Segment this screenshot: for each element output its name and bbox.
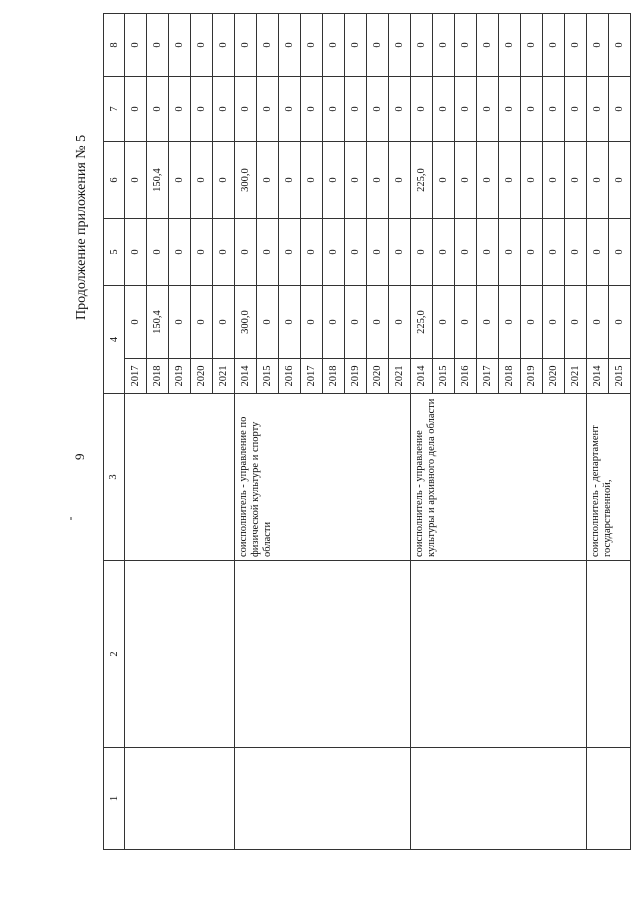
value-cell: 0 xyxy=(301,286,323,359)
value-cell: 0 xyxy=(609,77,631,142)
value-cell: 0 xyxy=(499,77,521,142)
year-cell: 2017 xyxy=(477,359,499,394)
value-cell: 0 xyxy=(279,77,301,142)
value-cell: 0 xyxy=(543,77,565,142)
value-cell: 0 xyxy=(587,286,609,359)
value-cell: 0 xyxy=(125,286,147,359)
value-cell: 0 xyxy=(521,286,543,359)
year-cell: 2014 xyxy=(587,359,609,394)
value-cell: 0 xyxy=(301,14,323,77)
column-number: 6 xyxy=(104,142,125,219)
table-row xyxy=(235,14,257,850)
value-cell: 0 xyxy=(279,219,301,286)
value-cell: 0 xyxy=(279,286,301,359)
blank-cell xyxy=(125,561,235,748)
value-cell: 0 xyxy=(169,219,191,286)
blank-cell xyxy=(587,748,631,850)
column-number-row xyxy=(104,14,125,850)
value-cell: 300,0 xyxy=(235,286,257,359)
year-cell: 2018 xyxy=(147,359,169,394)
year-cell: 2020 xyxy=(191,359,213,394)
rotated-content xyxy=(20,0,625,860)
value-cell: 0 xyxy=(169,77,191,142)
value-cell: 0 xyxy=(609,219,631,286)
value-cell: 0 xyxy=(235,77,257,142)
value-cell: 0 xyxy=(213,286,235,359)
year-cell: 2016 xyxy=(279,359,301,394)
value-cell: 0 xyxy=(455,219,477,286)
value-cell: 300,0 xyxy=(235,142,257,219)
value-cell: 0 xyxy=(477,14,499,77)
year-cell: 2014 xyxy=(235,359,257,394)
value-cell: 0 xyxy=(455,14,477,77)
year-cell: 2014 xyxy=(411,359,433,394)
value-cell: 0 xyxy=(411,219,433,286)
value-cell: 0 xyxy=(587,14,609,77)
value-cell: 0 xyxy=(169,286,191,359)
value-cell: 0 xyxy=(543,219,565,286)
value-cell: 0 xyxy=(323,219,345,286)
value-cell: 0 xyxy=(521,219,543,286)
value-cell: 0 xyxy=(367,286,389,359)
executor-cell: соисполнитель - департамент государственной, xyxy=(587,394,631,561)
value-cell: 0 xyxy=(521,142,543,219)
column-number: 4 xyxy=(104,286,125,394)
value-cell: 0 xyxy=(301,142,323,219)
funding-table xyxy=(103,13,631,850)
value-cell: 0 xyxy=(213,142,235,219)
value-cell: 0 xyxy=(279,14,301,77)
value-cell: 0 xyxy=(543,14,565,77)
value-cell: 0 xyxy=(455,286,477,359)
executor-cell: соисполнитель - управление культуры и архивного дела области xyxy=(411,394,587,561)
blank-cell xyxy=(411,561,587,748)
column-number: 1 xyxy=(104,748,125,850)
value-cell: 0 xyxy=(125,219,147,286)
value-cell: 0 xyxy=(213,77,235,142)
value-cell: 0 xyxy=(499,219,521,286)
value-cell: 0 xyxy=(455,77,477,142)
value-cell: 0 xyxy=(235,14,257,77)
value-cell: 0 xyxy=(191,14,213,77)
value-cell: 0 xyxy=(257,142,279,219)
value-cell: 0 xyxy=(191,219,213,286)
blank-cell xyxy=(411,748,587,850)
column-number: 2 xyxy=(104,561,125,748)
value-cell: 0 xyxy=(125,77,147,142)
column-number: 8 xyxy=(104,14,125,77)
blank-cell xyxy=(235,561,411,748)
page-number: 9 xyxy=(72,453,87,460)
value-cell: 0 xyxy=(565,286,587,359)
blank-cell xyxy=(125,748,235,850)
value-cell: 0 xyxy=(169,14,191,77)
value-cell: 0 xyxy=(433,219,455,286)
value-cell: 0 xyxy=(389,142,411,219)
table-row xyxy=(411,14,433,850)
value-cell: 0 xyxy=(477,219,499,286)
year-cell: 2021 xyxy=(389,359,411,394)
value-cell: 0 xyxy=(323,14,345,77)
value-cell: 0 xyxy=(433,14,455,77)
year-cell: 2016 xyxy=(455,359,477,394)
value-cell: 0 xyxy=(411,14,433,77)
value-cell: 0 xyxy=(477,77,499,142)
value-cell: 0 xyxy=(213,14,235,77)
value-cell: 0 xyxy=(323,77,345,142)
value-cell: 0 xyxy=(389,219,411,286)
year-cell: 2019 xyxy=(521,359,543,394)
value-cell: 0 xyxy=(543,286,565,359)
value-cell: 0 xyxy=(257,14,279,77)
appendix-heading: Продолжение приложения № 5 xyxy=(74,134,89,320)
year-cell: 2020 xyxy=(543,359,565,394)
year-cell: 2017 xyxy=(125,359,147,394)
value-cell: 0 xyxy=(235,219,257,286)
value-cell: 0 xyxy=(609,14,631,77)
value-cell: 0 xyxy=(345,14,367,77)
column-number: 5 xyxy=(104,219,125,286)
value-cell: 0 xyxy=(323,142,345,219)
value-cell: 225,0 xyxy=(411,286,433,359)
value-cell: 0 xyxy=(477,286,499,359)
value-cell: 0 xyxy=(521,14,543,77)
value-cell: 0 xyxy=(279,142,301,219)
executor-cell: соисполнитель - управление по физической культуре и спорту области xyxy=(235,394,411,561)
value-cell: 0 xyxy=(587,142,609,219)
value-cell: 0 xyxy=(213,219,235,286)
value-cell: 0 xyxy=(499,286,521,359)
year-cell: 2021 xyxy=(213,359,235,394)
value-cell: 0 xyxy=(169,142,191,219)
year-cell: 2018 xyxy=(499,359,521,394)
value-cell: 0 xyxy=(191,142,213,219)
value-cell: 0 xyxy=(565,219,587,286)
value-cell: 0 xyxy=(147,219,169,286)
year-cell: 2021 xyxy=(565,359,587,394)
column-number: 3 xyxy=(104,394,125,561)
year-cell: 2019 xyxy=(169,359,191,394)
value-cell: 225,0 xyxy=(411,142,433,219)
value-cell: 0 xyxy=(543,142,565,219)
value-cell: 0 xyxy=(587,219,609,286)
value-cell: 0 xyxy=(433,77,455,142)
value-cell: 0 xyxy=(367,142,389,219)
value-cell: 0 xyxy=(301,219,323,286)
value-cell: 0 xyxy=(521,77,543,142)
value-cell: 0 xyxy=(367,14,389,77)
value-cell: 0 xyxy=(609,286,631,359)
year-cell: 2015 xyxy=(609,359,631,394)
year-cell: 2018 xyxy=(323,359,345,394)
value-cell: 150,4 xyxy=(147,142,169,219)
value-cell: 0 xyxy=(433,142,455,219)
value-cell: 0 xyxy=(499,14,521,77)
year-cell: 2017 xyxy=(301,359,323,394)
value-cell: 0 xyxy=(323,286,345,359)
value-cell: 0 xyxy=(147,77,169,142)
value-cell: 0 xyxy=(125,14,147,77)
value-cell: 0 xyxy=(191,286,213,359)
value-cell: 0 xyxy=(345,219,367,286)
value-cell: 0 xyxy=(345,286,367,359)
year-cell: 2015 xyxy=(257,359,279,394)
value-cell: 0 xyxy=(257,286,279,359)
table-row xyxy=(587,14,609,850)
value-cell: 0 xyxy=(191,77,213,142)
value-cell: 0 xyxy=(257,219,279,286)
blank-cell xyxy=(125,394,235,561)
value-cell: 0 xyxy=(389,14,411,77)
column-number: 7 xyxy=(104,77,125,142)
value-cell: 0 xyxy=(345,77,367,142)
value-cell: 0 xyxy=(411,77,433,142)
value-cell: 0 xyxy=(147,14,169,77)
value-cell: 0 xyxy=(301,77,323,142)
year-cell: 2015 xyxy=(433,359,455,394)
value-cell: 0 xyxy=(389,286,411,359)
value-cell: 0 xyxy=(609,142,631,219)
blank-cell xyxy=(235,748,411,850)
value-cell: 0 xyxy=(587,77,609,142)
value-cell: 150,4 xyxy=(147,286,169,359)
value-cell: 0 xyxy=(367,219,389,286)
value-cell: 0 xyxy=(345,142,367,219)
year-cell: 2019 xyxy=(345,359,367,394)
value-cell: 0 xyxy=(565,77,587,142)
value-cell: 0 xyxy=(565,14,587,77)
value-cell: 0 xyxy=(125,142,147,219)
value-cell: 0 xyxy=(499,142,521,219)
table-row xyxy=(125,14,147,850)
value-cell: 0 xyxy=(565,142,587,219)
value-cell: 0 xyxy=(455,142,477,219)
value-cell: 0 xyxy=(367,77,389,142)
value-cell: 0 xyxy=(433,286,455,359)
value-cell: 0 xyxy=(257,77,279,142)
blank-cell xyxy=(587,561,631,748)
year-cell: 2020 xyxy=(367,359,389,394)
value-cell: 0 xyxy=(389,77,411,142)
value-cell: 0 xyxy=(477,142,499,219)
